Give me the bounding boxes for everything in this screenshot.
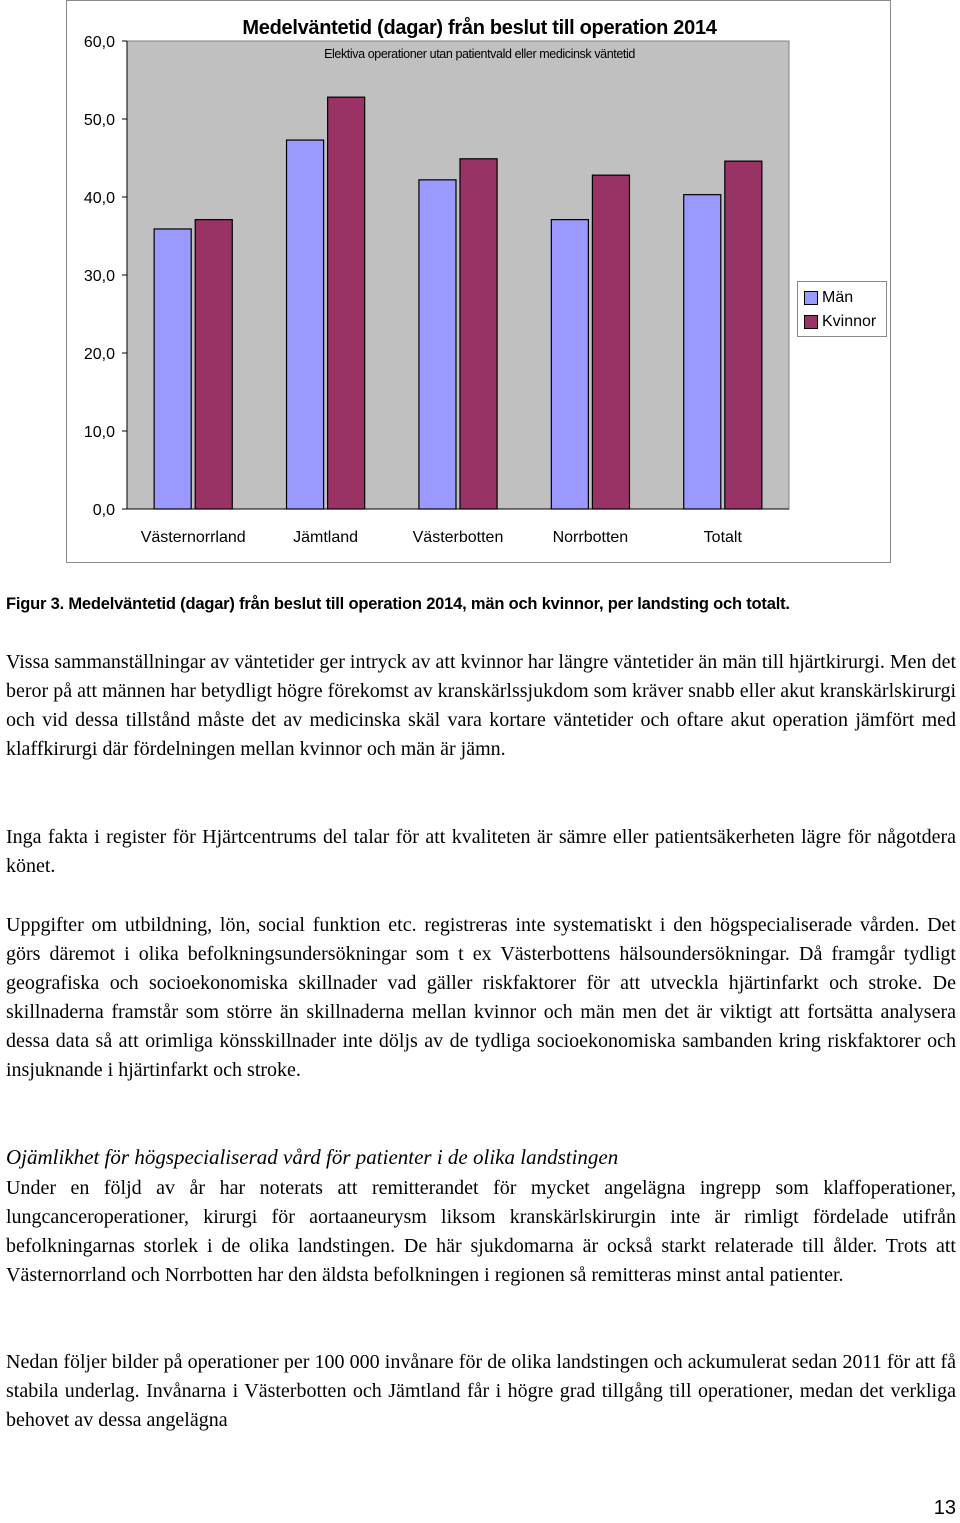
x-tick-label: Jämtland bbox=[293, 529, 359, 546]
page-number: 13 bbox=[933, 1497, 956, 1519]
bar-man-4 bbox=[684, 195, 721, 509]
x-tick-label: Totalt bbox=[703, 529, 742, 546]
bar-kvinnor-2 bbox=[460, 159, 497, 509]
x-tick-label: Norrbotten bbox=[552, 529, 629, 546]
figure-caption: Figur 3. Medelväntetid (dagar) från beslut till operation 2014, män och kvinnor, per landsting och totalt. bbox=[6, 595, 790, 613]
bar-kvinnor-1 bbox=[328, 97, 365, 509]
bar-kvinnor-4 bbox=[725, 161, 762, 509]
y-tick-label: 50,0 bbox=[83, 112, 115, 129]
legend-label-man: Män bbox=[822, 289, 854, 306]
bar-man-3 bbox=[551, 220, 588, 509]
x-tick-label: Västernorrland bbox=[140, 529, 246, 546]
chart-legend bbox=[797, 281, 887, 337]
bar-kvinnor-3 bbox=[592, 175, 629, 509]
y-tick-label: 30,0 bbox=[83, 268, 115, 285]
y-tick-label: 0,0 bbox=[92, 502, 115, 519]
bar-chart bbox=[66, 0, 891, 563]
bar-man-0 bbox=[154, 229, 191, 509]
y-tick-label: 20,0 bbox=[83, 346, 115, 363]
legend-swatch-man bbox=[804, 291, 818, 305]
y-tick-label: 40,0 bbox=[83, 190, 115, 207]
legend-swatch-kvinnor bbox=[804, 315, 818, 329]
x-tick-label: Västerbotten bbox=[412, 529, 504, 546]
chart-plot bbox=[67, 1, 892, 564]
section-paragraph-2: Nedan följer bilder på operationer per 100 000 invånare för de olika landstingen och ackumulerat sedan 2011 för att få stabila underlag. Invånarna i Västerbotten och Jämtland får i högre grad tillgång till operationer, medan det verkliga behovet av dessa angelägna bbox=[6, 1351, 956, 1431]
chart-title: Medelväntetid (dagar) från beslut till operation 2014 bbox=[242, 17, 717, 39]
paragraph-3: Uppgifter om utbildning, lön, social funktion etc. registreras inte systematiskt i den högspecialiserade vården. Det görs däremot i olika befolkningsundersökningar som t ex Västerbottens hälsoundersökningar. Då framgår tydligt geografiska och socioekonomiska skillnader vad gäller riskfaktorer för att utveckla hjärtinfarkt och stroke. De skillnaderna framstår som större än skillnaderna mellan kvinnor och män men det är viktigt att fortsätta analysera dessa data så att orimliga könsskillnader inte döljs av de tydliga socioekonomiska sambanden kring riskfaktorer och insjuknande i hjärtinfarkt och stroke. bbox=[6, 914, 956, 1081]
bar-kvinnor-0 bbox=[195, 220, 232, 509]
bar-man-2 bbox=[419, 180, 456, 509]
section-heading: Ojämlikhet för högspecialiserad vård för patienter i de olika landstingen bbox=[6, 1145, 619, 1169]
legend-item-kvinnor bbox=[804, 312, 876, 332]
section-paragraph-1: Under en följd av år har noterats att remitterandet för mycket angelägna ingrepp som klaffoperationer, lungcanceroperationer, kirurgi för aortaaneurysm liksom kranskärlskirurgin inte är rimligt fördelade utifrån befolkningarnas storlek i de olika landstingen. De här sjukdomarna är också starkt relaterade till ålder. Trots att Västernorrland och Norrbotten har den äldsta befolkningen i regionen så remitteras minst antal patienter. bbox=[6, 1177, 956, 1286]
y-tick-label: 10,0 bbox=[83, 424, 115, 441]
paragraph-1: Vissa sammanställningar av väntetider ger intryck av att kvinnor har längre väntetider än män till hjärtkirurgi. Men det beror på att männen har betydligt högre förekomst av kranskärlssjukdom som kräver snabb eller akut kranskärlskirurgi och vid dessa tillstånd måste det av medicinska skäl vara kortare väntetider och oftare akut operation jämfört med klaffkirurgi där fördelningen mellan kvinnor och män är jämn. bbox=[6, 651, 956, 760]
y-tick-label: 60,0 bbox=[83, 34, 115, 51]
paragraph-2: Inga fakta i register för Hjärtcentrums del talar för att kvaliteten är sämre eller patientsäkerheten lägre för någotdera könet. bbox=[6, 826, 956, 877]
legend-label-kvinnor: Kvinnor bbox=[822, 313, 877, 330]
legend-item-man bbox=[804, 288, 853, 308]
chart-subtitle: Elektiva operationer utan patientvald eller medicinsk väntetid bbox=[324, 47, 635, 61]
bar-man-1 bbox=[287, 140, 324, 509]
